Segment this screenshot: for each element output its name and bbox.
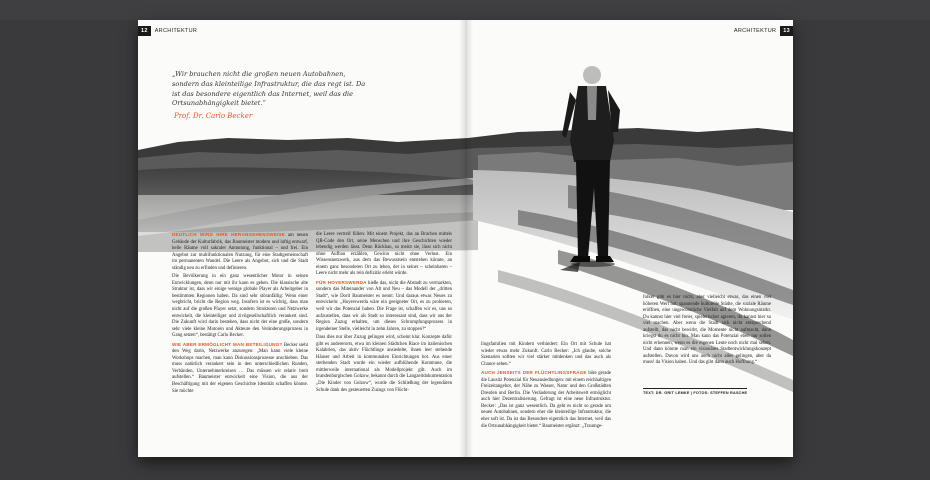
right-page-header: [734, 26, 793, 36]
lead-in: WIE ABER ERMÖGLICHT MAN BETEILIGUNG?: [172, 341, 283, 347]
photo-credit: TEXT: DR. GRIT LEMKE | FOTOS: STEFFEN RASCHE: [643, 388, 747, 395]
column-2: [316, 232, 452, 396]
body-text: hieße das, nicht die Abstadt zu vermarkten, sondern das Miteinander von Alt und Neu – das Modell der „dritten Stadt“, wie Dorit Baumeister es nennt. Und daraus etwas Neues zu entwickeln: „Hoyerswerda wäre ein geeigneter Ort, es zu probieren, weil wir das Potenzial haben. Die Frage ist, schaffen wir es, uns so aufzustellen, dass wir als Stadt so interessant sind, dass wir aus der Region Zuzug erhalten, um dieses Schrumpfungsprozess in irgendeiner Stelle, vielleicht in zehn Jahren, zu stoppen?“: [316, 280, 452, 332]
lead-in: DEUTLICH WIRD IHRE HERANGEHENSWEISE: [172, 232, 285, 237]
body-text: Becker sieht den Weg darin, Netzwerke anzuregen: „Man kann viele kleine Workshops machen, man kann Diskussionsprozesse anschieben. Das muss natürlich verankert sein in den unterschiedlichen Runden, Verbänden, Unternehmerkreisen … Das müssen wir relativ breit aufstellen.“ Baumeister entwickelt eine Vision, die aus der Beschäftigung mit der eigenen Geschichte Identität schaffen könnte. Sie möchte: [172, 342, 308, 394]
column-3: [481, 342, 611, 432]
column-1: [172, 232, 308, 397]
lead-in: FÜR HOYERSWERDA: [316, 279, 367, 285]
paragraph: Die Bevölkerung in ein ganz wesentlicher Motor in seinen Entwicklungen, denn nur mit ihr kann es gehen. Die klassische alte Struktur ist, dass wir einige wenige globale Player als Arbeitgeber in bestimmten Regionen haben. Da sind sehr störanfällig: Wenn einer wegbricht, bricht die Region weg. Insofern ist es wichtig, dass man nicht auf die großen Player setzt, sondern Strukturen und Netzwerke entwickelt, die kleinteiliger und zivilgesellschaftlich verankert sind. Die Zukunft wird darin bestehen, dass nicht der eine große, sondern sehr viele kleine Motoren und Akteure den Veränderungsprozess in Gang setzen“, bestätigt Carlo Becker.: [172, 274, 308, 339]
paragraph: Dass dies nur über Zuzug gelingen wird, scheint klar. Konzepte dafür gibt es andererorts, etwa im kleinen Städtchen Riace im italienischen Kalabrien, das aktiv Flüchtlinge ansiedelte, ihnen leer stehende Häuser und Arbeit in kommunalen Einrichtungen bot. Aus einer sterbenden Stadt wurde ein wieder aufblühende Kommune, die mittlerweile international als Modellprojekt gilt. Auch im brandenburgischen Golzow, bekannt durch die Langzeitdokumentation „Die Kinder von Golzow“, wurde die Schließung der legendären Schule dank des gesteuerten Zuzugs von Flücht-: [316, 335, 453, 393]
left-page-header: [138, 26, 197, 36]
page-number-left: 12: [138, 26, 151, 36]
paragraph: lingsfamilien mit Kindern verhindert: Ein Ort mit Schule hat wieder etwas mehr Zukunft. Carlo Becker: „Ich glaube, solche Szenarien sollten wir viel stärker mitdenken und das auch als Chance sehen.“: [481, 342, 611, 367]
paragraph: [481, 370, 611, 430]
column-4: [643, 295, 771, 369]
paragraph: die Leere vertreif füllen: Mit einem Projekt, das an Brachen mittels QR-Code den Ort, seine Menschen und ihre Geschichten wieder lebendig werden lässt. Denn Rückbau, so meint sie, lässt sich nicht ohne Aufbau erzählen, Gewinn nicht ohne Verlust. Ein Wissensnetzwerk, aus dem das Bewusstsein entstehen könnte, an einem ganz besonderen Ort zu leben, der in seiner – scheinbaren – Leere nicht mehr als rein defizitär erlebt würde.: [316, 232, 452, 277]
magazine-spread: [138, 20, 793, 457]
spine-shadow: [459, 20, 473, 457]
paragraph: [316, 280, 452, 333]
body-text: am neuen Gebäude der Kulturfabrik, das Baumeister modern und luftig entwarf, helle Räume voll sakraler Anmutung, funktional – und frei. Ein Angebot zur multifunktionalen Nutzung, für eine Stadtgemeinschaft im permanenten Wandel. Die Leere als Angebot, sich und die Stadt ständig neu zu erfinden und definieren.: [172, 233, 309, 271]
lead-in: AUCH JENSEITS DER FLÜCHTLINGSFRAGE: [481, 370, 587, 376]
background-strip: [0, 0, 930, 20]
paragraph: folker gibt es hier nicht, aber vielleicht etwas, das einen viel höheren Wert hat: spannende kulturelle Städte, die soziale Räume eröffnen, eine ungewöhnliche Vielfalt auf dem Wohnungsmarkt. Du kannst hier viel freier, spielerischer agieren, du kannst hier so viel machen. Aber wenn die Stadt sich nicht entsprechend aufstellt, das nicht bewirbt, die Momente nicht aufmacht, dann kriegst du es nicht hin. Man kann das Potenzial eben nur sollen nicht erkennen, wenn es die eigenen Leute noch nicht mal sehen. Und dann könnte man ein visionäres Stadtentwicklungskonzept aufstellen. Davon wird uns auch nicht alles gelingen, aber da muss! da Vision haben. Und das gibt dann auch Hoffnung.“: [643, 295, 771, 366]
body-text: böte gerade die Lausitz Potenzial für Neuansiedlungen: mit einem reichhaltigen Freizeitangebot, der Nähe zu Wasser, Natur und den Großstädten Dresden und Berlin. Die Veränderung der Arbeitswelt ermöglicht auch hier Dezentralisierung. Gefragt ist eine neue Infrastruktur. Becker: „Das ist ganz wesentlich. Da geht es nicht so gerade um neuen Autobahnen, sondern eher die kleinteilige Infrastruktur, die eher soft ist. Da ist das Besondere eigentlich das Internet, weil das die Ortsunabhängigkeit bietet.“ Baumeister ergänzt: „Traumge-: [481, 371, 612, 429]
pull-quote-author: Prof. Dr. Carlo Becker: [174, 112, 253, 120]
paragraph: [172, 232, 308, 272]
section-label-left: ARCHITEKTUR: [154, 28, 198, 34]
page-number-right: 13: [780, 26, 793, 36]
paragraph: [172, 342, 308, 395]
pull-quote: „Wir brauchen nicht die großen neuen Autobahnen, sondern das kleinteilige Infrastruktur, die das regt ist. Da ist das besondere eigentlich das Internet, weil das die Ortsunabhängigkeit bietet.“: [172, 70, 366, 108]
section-label-right: ARCHITEKTUR: [733, 28, 777, 34]
